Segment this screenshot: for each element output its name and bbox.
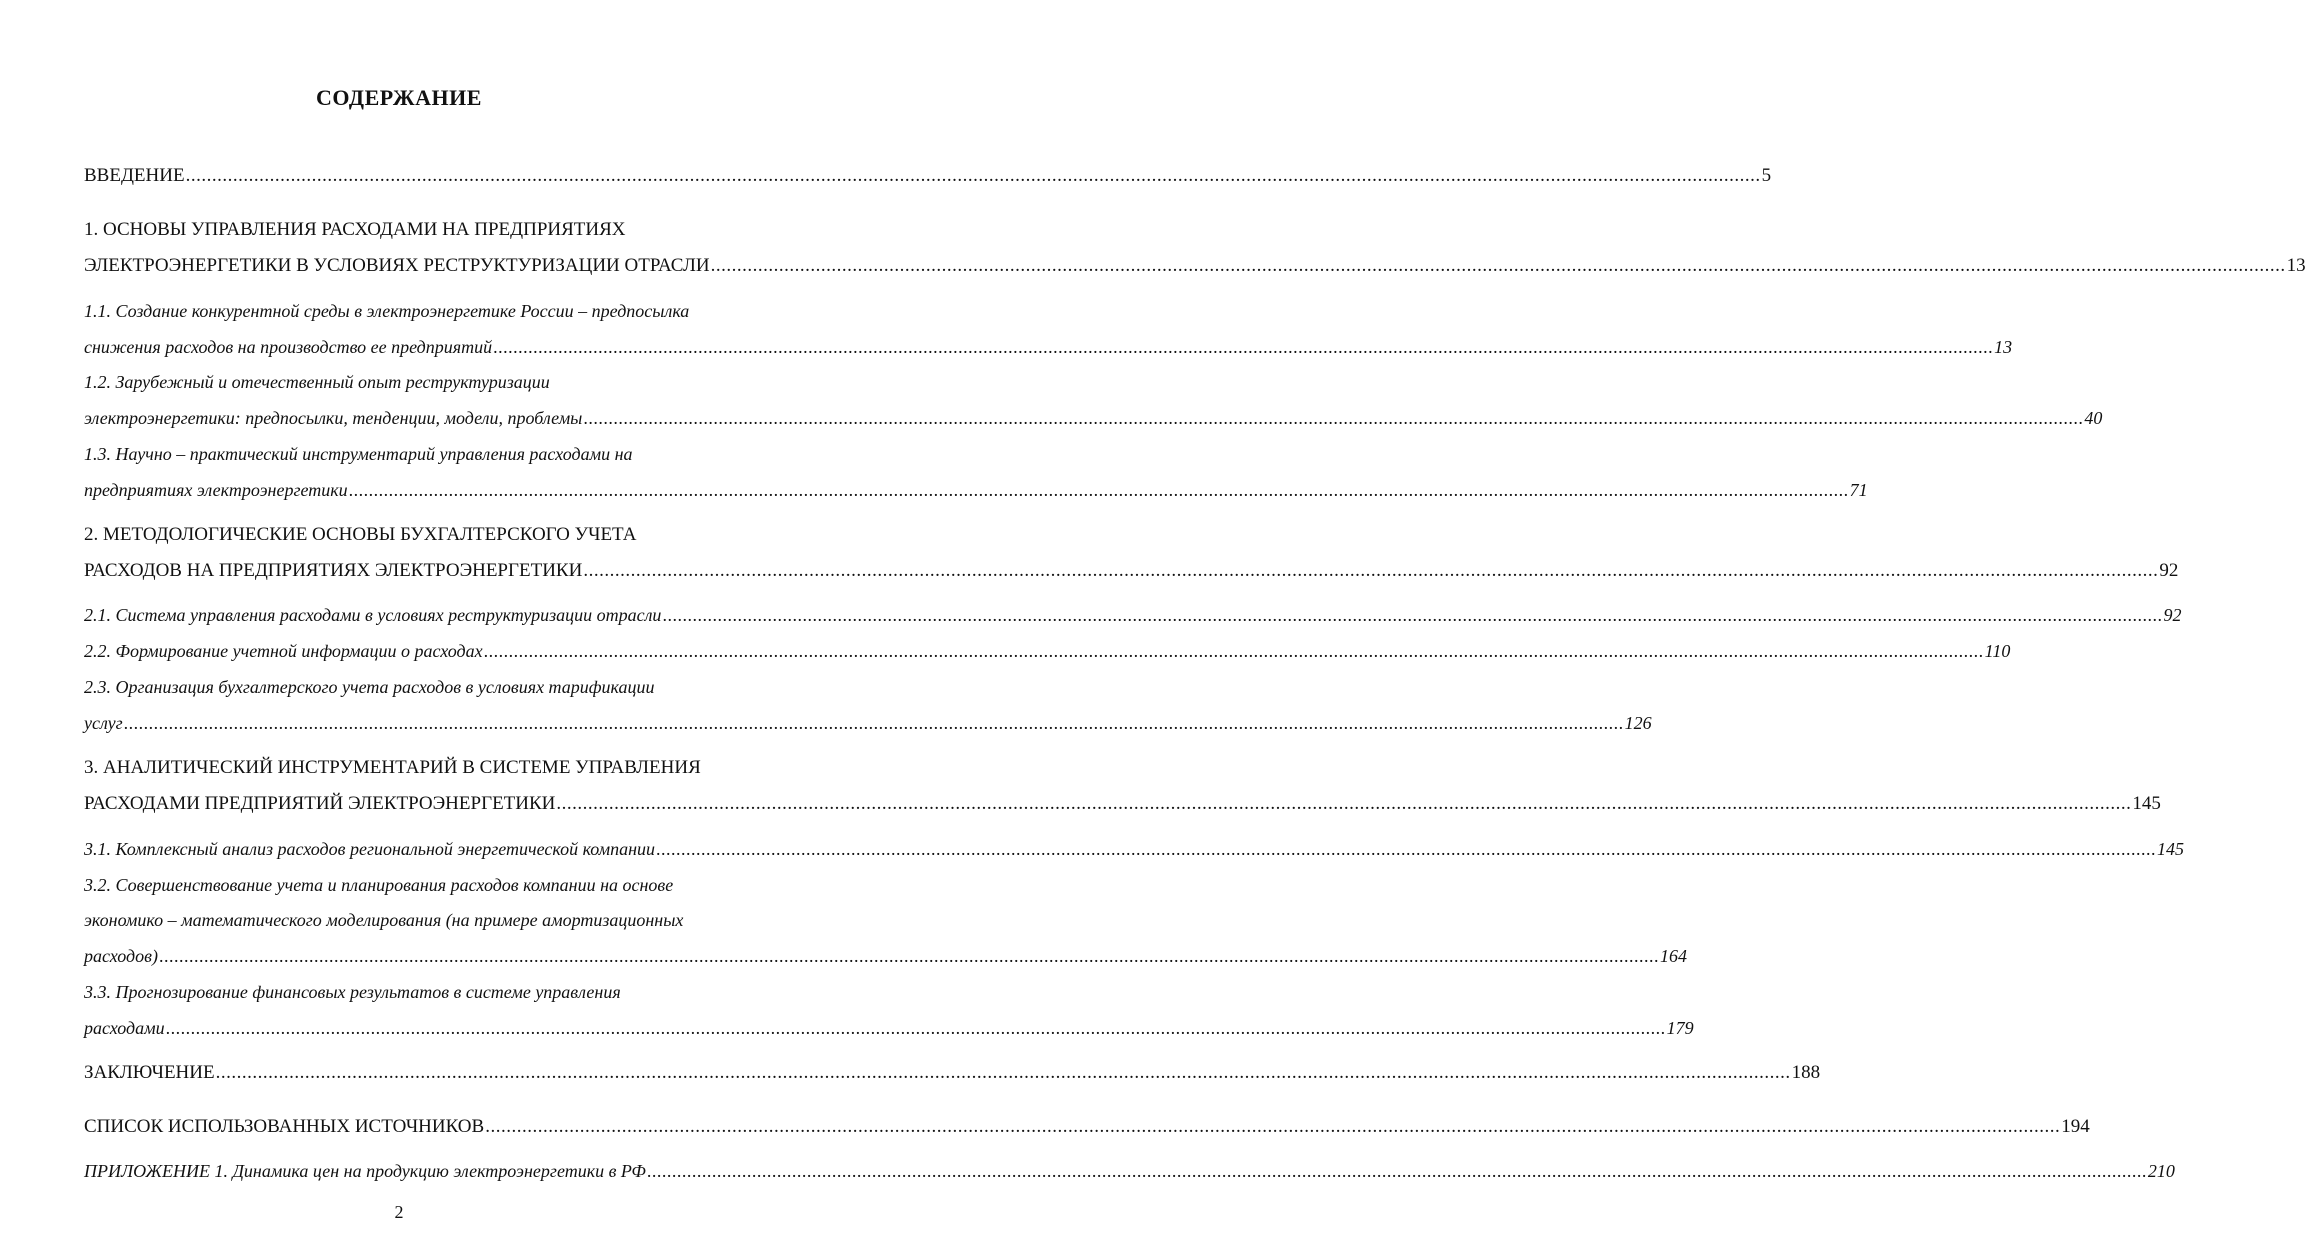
toc-section-1-1[interactable] xyxy=(84,333,2013,361)
toc-page-number: 71 xyxy=(1849,480,1868,500)
toc-entry-text: предприятиях электроэнергетики xyxy=(84,480,348,500)
toc-entry-text: 3.2. Совершенствование учета и планирования расходов компании на основе xyxy=(84,875,674,895)
toc-section-3-3[interactable] xyxy=(84,1014,1694,1042)
toc-entry-text: электроэнергетики: предпосылки, тенденции, модели, проблемы xyxy=(84,408,583,428)
leader-dots: ............................................................................................................................................................................................................................................................................................................ xyxy=(215,1062,1791,1083)
leader-dots: ............................................................................................................................................................................................................................................................................................................ xyxy=(656,839,2157,859)
toc-page-number: 145 xyxy=(2157,839,2185,859)
toc-chapter-2[interactable] xyxy=(84,557,2179,585)
leader-dots: ............................................................................................................................................................................................................................................................................................................ xyxy=(483,641,1984,661)
toc-chapter-3[interactable] xyxy=(84,790,2161,818)
leader-dots: ............................................................................................................................................................................................................................................................................................................ xyxy=(583,408,2084,428)
toc-entry-text: РАСХОДОВ НА ПРЕДПРИЯТИЯХ ЭЛЕКТРОЭНЕРГЕТИКИ xyxy=(84,560,583,581)
leader-dots: ............................................................................................................................................................................................................................................................................................................ xyxy=(123,713,1624,733)
toc-page-number: 164 xyxy=(1659,946,1687,966)
toc-entry-text: 1.2. Зарубежный и отечественный опыт реструктуризации xyxy=(84,372,550,392)
toc-entry-text: ПРИЛОЖЕНИЕ 1. Динамика цен на продукцию электроэнергетики в РФ xyxy=(84,1161,646,1181)
toc-entry-text: 3.3. Прогнозирование финансовых результатов в системе управления xyxy=(84,982,621,1002)
toc-chapter-3-heading[interactable] xyxy=(84,754,756,782)
leader-dots: ............................................................................................................................................................................................................................................................................................................ xyxy=(158,946,1659,966)
toc-references[interactable] xyxy=(84,1113,2090,1141)
page-title: СОДЕРЖАНИЕ xyxy=(316,85,482,110)
toc-entry-text: 3. АНАЛИТИЧЕСКИЙ ИНСТРУМЕНТАРИЙ В СИСТЕМЕ УПРАВЛЕНИЯ xyxy=(84,757,701,778)
leader-dots: ............................................................................................................................................................................................................................................................................................................ xyxy=(165,1018,1666,1038)
toc-entry-text: ЗАКЛЮЧЕНИЕ xyxy=(84,1062,215,1083)
toc-entry-text: услуг xyxy=(84,713,123,733)
toc-section-2-1[interactable] xyxy=(84,601,2182,629)
toc-entry-introduction[interactable] xyxy=(84,162,1772,190)
toc-section-2-2[interactable] xyxy=(84,637,2011,665)
toc-entry-text: экономико – математического моделирования (на примере амортизационных xyxy=(84,910,684,930)
toc-page-number: 110 xyxy=(1984,641,2011,661)
toc-section-3-1[interactable] xyxy=(84,835,2185,863)
toc-entry-text: 2.1. Система управления расходами в условиях реструктуризации отрасли xyxy=(84,605,662,625)
toc-entry-text: расходов) xyxy=(84,946,158,966)
toc-page-number: 179 xyxy=(1666,1018,1694,1038)
toc-conclusion[interactable] xyxy=(84,1059,1821,1087)
toc-entry-text: ВВЕДЕНИЕ xyxy=(84,165,185,186)
leader-dots: ............................................................................................................................................................................................................................................................................................................ xyxy=(348,480,1849,500)
leader-dots: ............................................................................................................................................................................................................................................................................................................ xyxy=(493,337,1994,357)
toc-section-1-3-heading[interactable] xyxy=(84,440,756,468)
toc-entry-text: снижения расходов на производство ее предприятий xyxy=(84,337,493,357)
toc-section-1-2-heading[interactable] xyxy=(84,368,756,396)
toc-section-1-2[interactable] xyxy=(84,404,2103,432)
leader-dots: ............................................................................................................................................................................................................................................................................................................ xyxy=(583,560,2159,581)
toc-entry-text: 3.1. Комплексный анализ расходов региональной энергетической компании xyxy=(84,839,656,859)
toc-page-number: 13 xyxy=(1994,337,2013,357)
leader-dots: ............................................................................................................................................................................................................................................................................................................ xyxy=(185,165,1761,186)
toc-entry-text: 1.3. Научно – практический инструментарий управления расходами на xyxy=(84,444,633,464)
toc-page-number: 145 xyxy=(2132,793,2161,814)
toc-page-number: 13 xyxy=(2286,255,2306,276)
toc-entry-text: расходами xyxy=(84,1018,165,1038)
toc-entry-text: РАСХОДАМИ ПРЕДПРИЯТИЙ ЭЛЕКТРОЭНЕРГЕТИКИ xyxy=(84,793,556,814)
toc-page-number: 126 xyxy=(1624,713,1652,733)
leader-dots: ............................................................................................................................................................................................................................................................................................................ xyxy=(485,1116,2061,1137)
toc-entry-text: 2. МЕТОДОЛОГИЧЕСКИЕ ОСНОВЫ БУХГАЛТЕРСКОГО УЧЕТА xyxy=(84,524,637,545)
toc-page-number: 188 xyxy=(1791,1062,1821,1083)
toc-section-3-2-heading-cont[interactable] xyxy=(84,906,756,934)
toc-page-number: 92 xyxy=(2163,605,2182,625)
leader-dots: ............................................................................................................................................................................................................................................................................................................ xyxy=(662,605,2163,625)
toc-chapter-1-heading[interactable] xyxy=(84,216,756,244)
toc-page-number: 5 xyxy=(1761,165,1772,186)
toc-page-number: 194 xyxy=(2061,1116,2090,1137)
toc-section-2-3-heading[interactable] xyxy=(84,673,756,701)
toc-entry-text: 1.1. Создание конкурентной среды в электроэнергетике России – предпосылка xyxy=(84,301,690,321)
toc-section-1-1-heading[interactable] xyxy=(84,297,756,325)
toc-entry-text: ЭЛЕКТРОЭНЕРГЕТИКИ В УСЛОВИЯХ РЕСТРУКТУРИЗАЦИИ ОТРАСЛИ xyxy=(84,255,710,276)
toc-section-3-2[interactable] xyxy=(84,942,1687,970)
leader-dots: ............................................................................................................................................................................................................................................................................................................ xyxy=(646,1161,2147,1181)
toc-entry-text: 1. ОСНОВЫ УПРАВЛЕНИЯ РАСХОДАМИ НА ПРЕДПРИЯТИЯХ xyxy=(84,219,626,240)
toc-section-3-3-heading[interactable] xyxy=(84,978,756,1006)
toc-page-number: 40 xyxy=(2084,408,2103,428)
toc-chapter-2-heading[interactable] xyxy=(84,521,756,549)
toc-chapter-1[interactable] xyxy=(84,252,2306,280)
toc-entry-text: СПИСОК ИСПОЛЬЗОВАННЫХ ИСТОЧНИКОВ xyxy=(84,1116,485,1137)
toc-page-number: 92 xyxy=(2159,560,2179,581)
leader-dots: ............................................................................................................................................................................................................................................................................................................ xyxy=(556,793,2132,814)
toc-entry-text: 2.3. Организация бухгалтерского учета расходов в условиях тарификации xyxy=(84,677,655,697)
toc-section-3-2-heading[interactable] xyxy=(84,871,756,899)
toc-entry-text: 2.2. Формирование учетной информации о расходах xyxy=(84,641,483,661)
toc-section-2-3[interactable] xyxy=(84,709,1652,737)
toc-page-number: 210 xyxy=(2147,1161,2175,1181)
page-number: 2 xyxy=(394,1202,404,1222)
toc-appendix-1[interactable] xyxy=(84,1157,2175,1185)
leader-dots: ............................................................................................................................................................................................................................................................................................................ xyxy=(710,255,2286,276)
toc-section-1-3[interactable] xyxy=(84,476,1868,504)
